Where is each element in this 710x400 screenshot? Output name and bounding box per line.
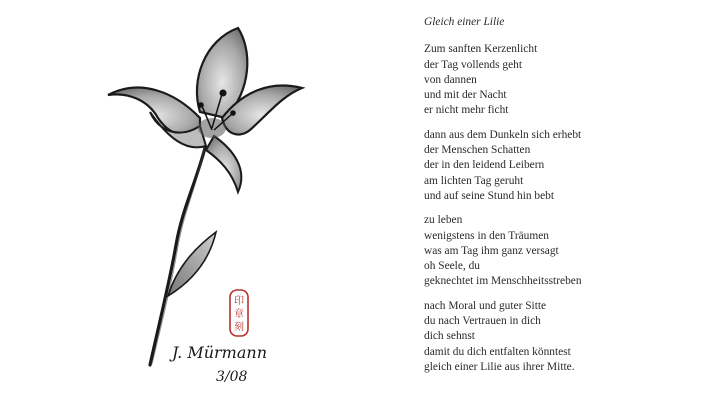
poem-line: und auf seine Stund hin bebt bbox=[424, 189, 555, 202]
poem-line: der Tag vollends geht bbox=[424, 58, 523, 71]
seal-stamp bbox=[230, 290, 248, 336]
poem-line: was am Tag ihm ganz versagt bbox=[424, 244, 559, 257]
stanza bbox=[424, 299, 704, 375]
lily-petal-lower-right bbox=[206, 136, 241, 192]
artist-signature: J. Mürmann bbox=[172, 343, 267, 362]
seal-glyph: 刻 bbox=[234, 322, 244, 333]
poem bbox=[424, 12, 704, 384]
poem-line: dann aus dem Dunkeln sich erhebt bbox=[424, 128, 582, 141]
poem-line: Zum sanften Kerzenlicht bbox=[424, 43, 538, 56]
poem-line: der Menschen Schatten bbox=[424, 144, 531, 157]
poem-title: Gleich einer Lilie bbox=[424, 16, 505, 28]
stanza bbox=[424, 128, 704, 204]
poem-line: wenigstens in den Träumen bbox=[424, 229, 549, 242]
poem-line: damit du dich entfalten könntest bbox=[424, 345, 571, 358]
poem-line: gleich einer Lilie aus ihrer Mitte. bbox=[424, 360, 575, 373]
seal-glyph: 印 bbox=[234, 296, 244, 307]
stanza bbox=[424, 213, 704, 289]
artwork-date: 3/08 bbox=[216, 369, 248, 385]
poem-line: geknechtet im Menschheitsstreben bbox=[424, 275, 582, 288]
seal-glyph: 章 bbox=[234, 309, 244, 320]
poem-line: am lichten Tag geruht bbox=[424, 174, 524, 187]
stanza bbox=[424, 42, 704, 118]
lily-petal-left bbox=[108, 88, 200, 135]
poem-line: oh Seele, du bbox=[424, 260, 480, 273]
poem-line: nach Moral und guter Sitte bbox=[424, 299, 547, 312]
poem-line: und mit der Nacht bbox=[424, 89, 507, 102]
poem-line: der in den leidend Leibern bbox=[424, 159, 545, 172]
poem-line: er nicht mehr ficht bbox=[424, 104, 509, 117]
poem-line: du nach Vertrauen in dich bbox=[424, 315, 541, 328]
poem-line: dich sehnst bbox=[424, 330, 475, 343]
poem-line: zu leben bbox=[424, 214, 463, 227]
poem-line: von dannen bbox=[424, 73, 477, 86]
